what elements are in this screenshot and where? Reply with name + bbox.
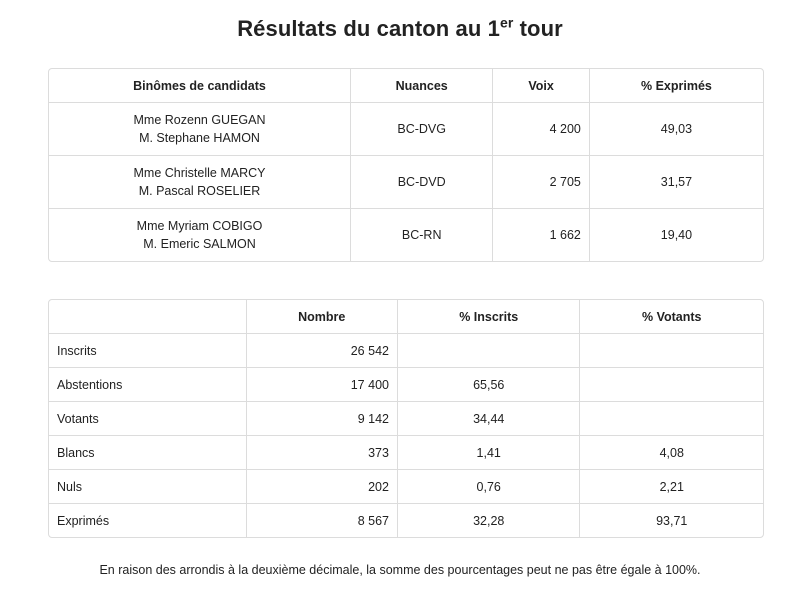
stats-row-exprimes bbox=[49, 504, 763, 537]
stat-pct-inscrits: 34,44 bbox=[398, 402, 581, 436]
header-empty bbox=[49, 300, 247, 334]
title-superscript: er bbox=[499, 14, 514, 31]
stat-pct-inscrits bbox=[398, 334, 581, 368]
stats-table bbox=[48, 299, 764, 538]
stat-pct-inscrits: 65,56 bbox=[398, 368, 581, 402]
stat-label: Inscrits bbox=[49, 334, 247, 368]
pct-exprimes-cell: 49,03 bbox=[590, 103, 763, 156]
candidate-row bbox=[49, 156, 763, 209]
stat-pct-inscrits: 32,28 bbox=[398, 504, 581, 537]
candidates-header-row bbox=[49, 69, 763, 103]
stats-row-blancs bbox=[49, 436, 763, 470]
candidate-pair bbox=[49, 156, 351, 209]
stats-row-nuls bbox=[49, 470, 763, 504]
stat-nombre: 202 bbox=[247, 470, 398, 504]
stat-nombre: 8 567 bbox=[247, 504, 398, 537]
candidate-name: M. Stephane HAMON bbox=[139, 131, 260, 145]
stat-pct-inscrits: 0,76 bbox=[398, 470, 581, 504]
stat-pct-votants: 4,08 bbox=[580, 436, 763, 470]
candidate-name: Mme Christelle MARCY bbox=[133, 166, 266, 180]
stats-row-inscrits bbox=[49, 334, 763, 368]
nuance-cell: BC-DVG bbox=[351, 103, 493, 156]
stat-label: Exprimés bbox=[49, 504, 247, 537]
candidate-name: M. Pascal ROSELIER bbox=[138, 184, 261, 198]
stat-label: Blancs bbox=[49, 436, 247, 470]
stat-pct-votants bbox=[580, 402, 763, 436]
stat-nombre: 17 400 bbox=[247, 368, 398, 402]
stats-row-abstentions bbox=[49, 368, 763, 402]
nuance-cell: BC-DVD bbox=[351, 156, 493, 209]
candidate-pair bbox=[49, 103, 351, 156]
stat-label: Abstentions bbox=[49, 368, 247, 402]
pct-exprimes-cell: 31,57 bbox=[590, 156, 763, 209]
title-text: Résultats du canton au 1 bbox=[237, 16, 500, 41]
pct-exprimes-cell: 19,40 bbox=[660, 228, 693, 242]
header-binomes: Binômes de candidats bbox=[49, 69, 351, 103]
header-voix: Voix bbox=[493, 69, 590, 103]
candidate-row bbox=[49, 103, 763, 156]
page-title bbox=[0, 16, 800, 42]
candidate-name: M. Emeric SALMON bbox=[143, 237, 256, 251]
voix-cell: 2 705 bbox=[493, 156, 590, 209]
voix-cell: 1 662 bbox=[493, 209, 590, 261]
candidate-name: Mme Rozenn GUEGAN bbox=[133, 113, 266, 127]
stat-pct-inscrits: 1,41 bbox=[398, 436, 581, 470]
stat-nombre: 9 142 bbox=[247, 402, 398, 436]
header-pct-votants: % Votants bbox=[580, 300, 763, 334]
header-pct-inscrits: % Inscrits bbox=[398, 300, 581, 334]
stat-label: Nuls bbox=[49, 470, 247, 504]
stats-header-row bbox=[49, 300, 763, 334]
stat-pct-votants bbox=[580, 368, 763, 402]
stat-pct-votants bbox=[580, 334, 763, 368]
nuance-cell: BC-RN bbox=[351, 209, 493, 261]
stat-nombre: 26 542 bbox=[247, 334, 398, 368]
stat-pct-votants: 93,71 bbox=[656, 513, 688, 528]
candidate-row bbox=[49, 209, 763, 261]
header-nombre: Nombre bbox=[247, 300, 398, 334]
stat-pct-votants: 2,21 bbox=[580, 470, 763, 504]
header-pct-exprimes: % Exprimés bbox=[590, 69, 763, 103]
title-text-end: tour bbox=[513, 16, 563, 41]
rounding-footnote: En raison des arrondis à la deuxième décimale, la somme des pourcentages peut ne pas être égale à 100%. bbox=[99, 563, 701, 577]
stats-row-votants bbox=[49, 402, 763, 436]
stat-nombre: 373 bbox=[247, 436, 398, 470]
header-nuances: Nuances bbox=[351, 69, 493, 103]
stat-label: Votants bbox=[49, 402, 247, 436]
candidates-table bbox=[48, 68, 764, 262]
candidate-pair bbox=[49, 209, 351, 261]
voix-cell: 4 200 bbox=[493, 103, 590, 156]
candidate-name: Mme Myriam COBIGO bbox=[136, 219, 263, 233]
